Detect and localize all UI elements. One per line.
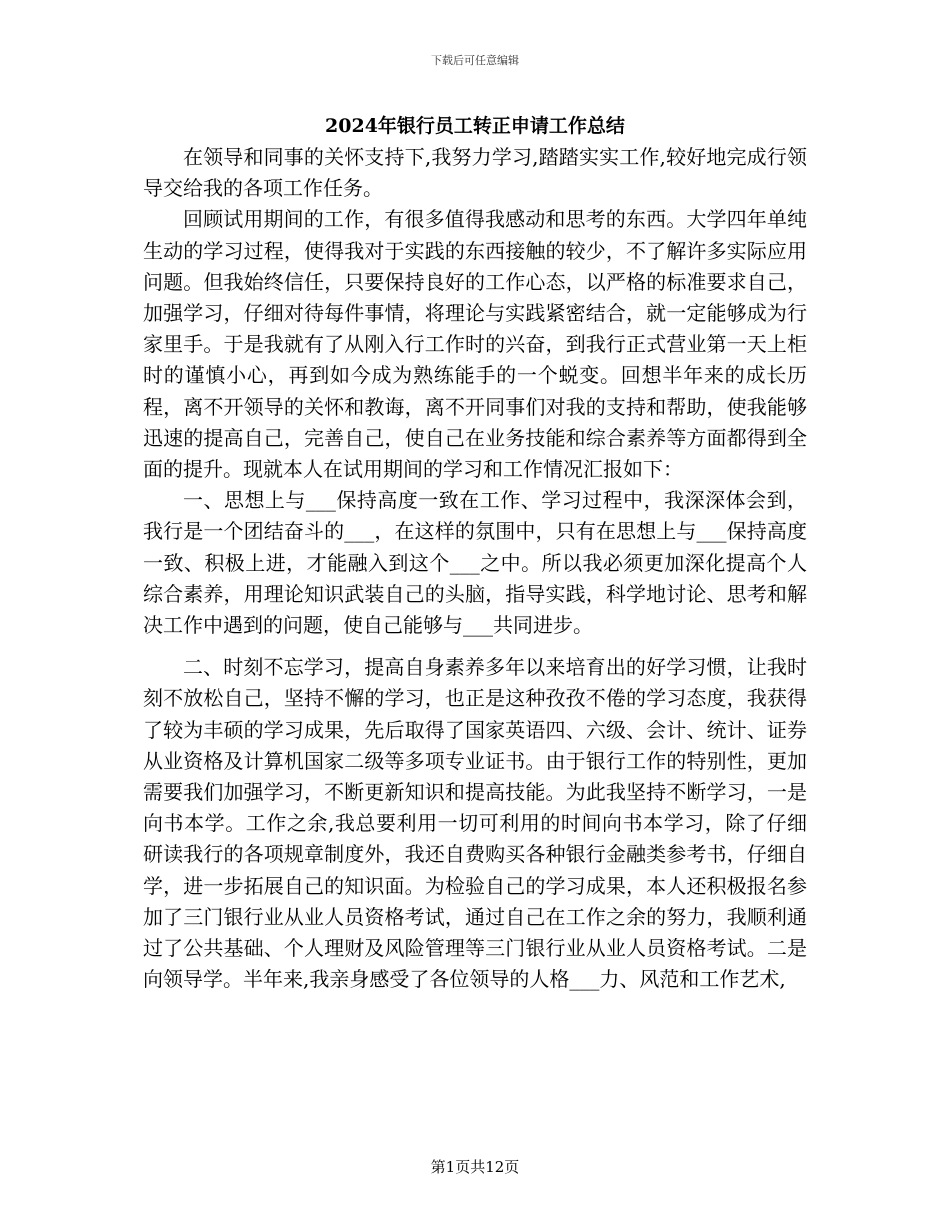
header-note: 下载后可任意编辑 — [431, 54, 519, 67]
document-title: 2024年银行员工转正申请工作总结 — [325, 115, 625, 137]
page-number-footer: 第1页共12页 — [430, 1158, 520, 1176]
paragraph-section-two: 二、时刻不忘学习，提高自身素养多年以来培育出的好学习惯，让我时刻不放松自己，坚持不懈的学习，也正是这种孜孜不倦的学习态度，我获得了较为丰硕的学习成果，先后取得了国家英语四、六级、会计、统计、证券从业资格及计算机国家二级等多项专业证书。由于银行工作的特别性，更加需要我们加强学习，不断更新知识和提高技能。为此我坚持不断学习，一是向书本学。工作之余,我总要利用一切可利用的时间向书本学习，除了仔细研读我行的各项规章制度外，我还自费购买各种银行金融类参考书，仔细自学，进一步拓展自己的知识面。为检验自己的学习成果，本人还积极报名参加了三门银行业从业人员资格考试，通过自己在工作之余的努力，我顺利通过了公共基础、个人理财及风险管理等三门银行业从业人员资格考试。二是向领导学。半年来,我亲身感受了各位领导的人格___力、风范和工作艺术, — [143, 655, 807, 992]
paragraph-section-one: 一、思想上与___保持高度一致在工作、学习过程中，我深深体会到，我行是一个团结奋斗的___，在这样的氛围中，只有在思想上与___保持高度一致、积极上进，才能融入到这个___之中。所以我必须更加深化提高个人综合素养，用理论知识武装自己的头脑，指导实践，科学地讨论、思考和解决工作中遇到的问题，使自己能够与___共同进步。 — [143, 488, 807, 638]
paragraph-intro: 在领导和同事的关怀支持下,我努力学习,踏踏实实工作,较好地完成行领导交给我的各项工作任务。 — [143, 145, 807, 201]
paragraph-review: 回顾试用期间的工作，有很多值得我感动和思考的东西。大学四年单纯生动的学习过程，使得我对于实践的东西接触的较少，不了解许多实际应用问题。但我始终信任，只要保持良好的工作心态，以严格的标准要求自己，加强学习，仔细对待每件事情，将理论与实践紧密结合，就一定能够成为行家里手。于是我就有了从刚入行工作时的兴奋，到我行正式营业第一天上柜时的谨慎小心，再到如今成为熟练能手的一个蜕变。回想半年来的成长历程，离不开领导的关怀和教诲，离不开同事们对我的支持和帮助，使我能够迅速的提高自己，完善自己，使自己在业务技能和综合素养等方面都得到全面的提升。现就本人在试用期间的学习和工作情况汇报如下： — [143, 207, 807, 482]
document-body — [143, 142, 807, 995]
